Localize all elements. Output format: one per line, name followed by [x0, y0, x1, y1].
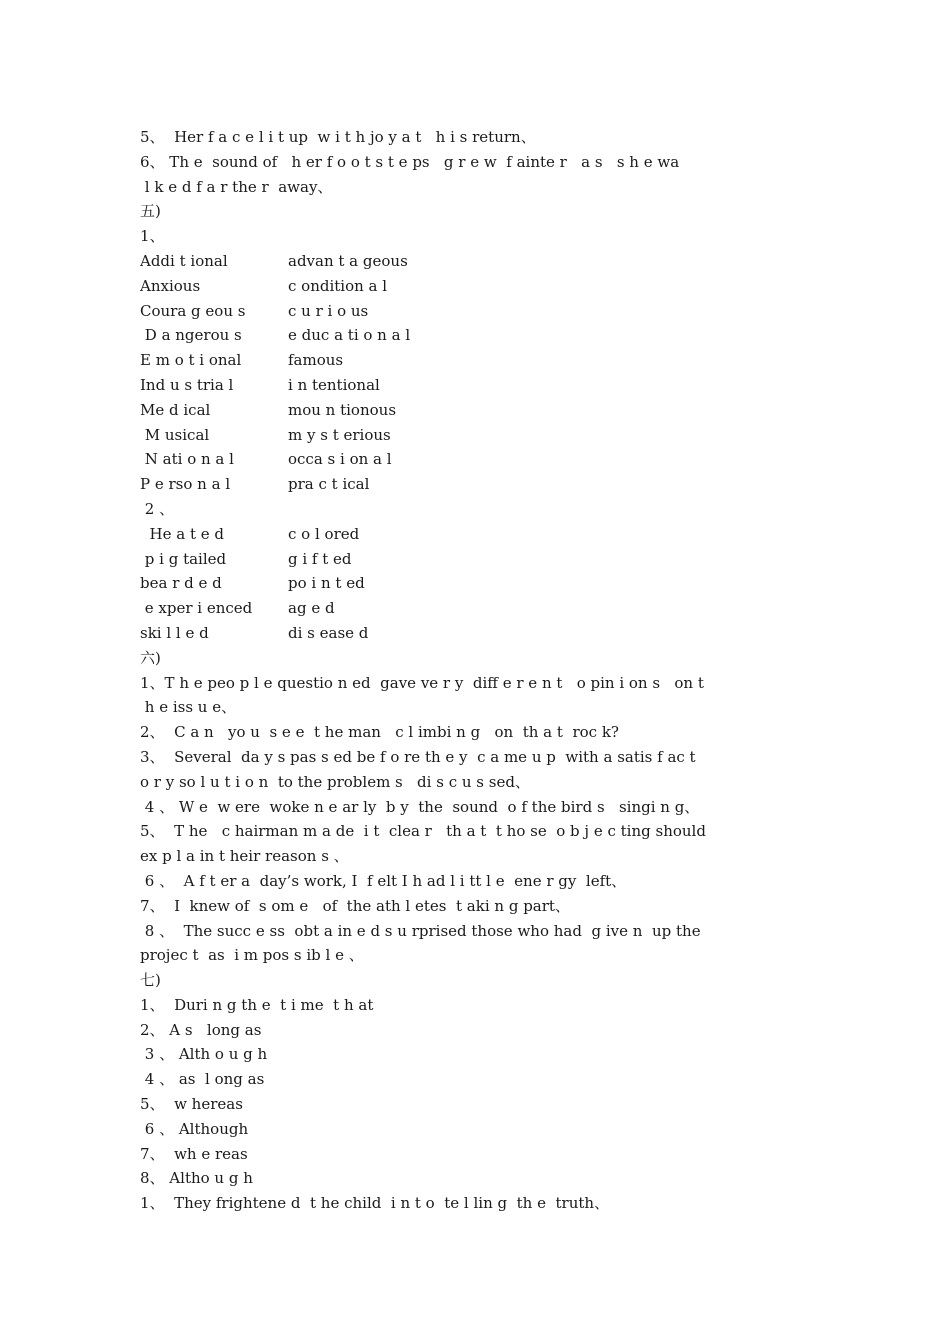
word-right: po i n t ed	[288, 574, 365, 593]
word-pair-row	[140, 348, 820, 373]
word-left: N ati o n a l	[140, 450, 234, 469]
word-left: Addi t ional	[140, 251, 228, 270]
sentence-line: ex p l a in t heir reason s 、	[140, 847, 349, 866]
word-right: di s ease d	[288, 623, 369, 642]
word-pair-row	[140, 299, 820, 324]
word-right: famous	[288, 351, 344, 370]
word-right: ag e d	[288, 599, 335, 618]
word-right: mou n tionous	[288, 400, 397, 419]
word-pair-row	[140, 398, 820, 423]
word-pair-row	[140, 621, 820, 646]
text-line: 6、 Th e sound of h er f o o t s t e ps g r e w f ainte r a s s h e wa	[140, 152, 680, 171]
answer-line: 7、 wh e reas	[140, 1144, 248, 1163]
sentence-line: 7、 I knew of s om e of the ath l etes t aki n g part、	[140, 896, 570, 915]
word-right: c u r i o us	[288, 301, 369, 320]
sentence-line: o r y so l u t i o n to the problem s di s c u s sed、	[140, 772, 530, 791]
word-left: D a ngerou s	[140, 326, 242, 345]
word-left: P e rso n a l	[140, 475, 231, 494]
word-left: bea r d e d	[140, 574, 222, 593]
answer-line: 3 、 Alth o u g h	[140, 1045, 268, 1064]
document-page	[140, 125, 820, 1216]
answer-line: 6 、 Although	[140, 1119, 249, 1138]
word-right: advan t a geous	[288, 251, 408, 270]
word-pair-row	[140, 547, 820, 572]
word-left: M usical	[140, 425, 210, 444]
word-pair-row	[140, 274, 820, 299]
answer-line: 2、 A s long as	[140, 1020, 262, 1039]
word-pair-row	[140, 423, 820, 448]
word-pair-row	[140, 571, 820, 596]
word-left: Ind u s tria l	[140, 375, 234, 394]
word-pair-row	[140, 522, 820, 547]
word-pair-row	[140, 596, 820, 621]
word-left: Anxious	[140, 276, 201, 295]
sentence-line: 6 、 A f t er a day’s work, I f elt I h ad l i tt l e ene r gy left、	[140, 871, 627, 890]
part-label: 2 、	[140, 499, 175, 518]
sentence-line: 3、 Several da y s pas s ed be f o re th e y c a me u p with a satis f ac t	[140, 747, 696, 766]
text-line: 5、 Her f a c e l i t up w i t h jo y a t h i s return、	[140, 128, 536, 146]
word-right: m y s t erious	[288, 425, 391, 444]
sentence-line: 4 、 W e w ere woke n e ar ly b y the sound o f the bird s singi n g、	[140, 797, 700, 816]
word-left: e xper i enced	[140, 599, 253, 618]
word-pair-row	[140, 447, 820, 472]
answer-line: 1、 They frightene d t he child i n t o te l lin g th e truth、	[140, 1194, 610, 1213]
sentence-line: h e iss u e、	[140, 698, 237, 717]
word-right: pra c t ical	[288, 475, 370, 494]
word-left: ski l l e d	[140, 623, 209, 642]
word-left: E m o t i onal	[140, 351, 242, 370]
word-right: e duc a ti o n a l	[288, 326, 411, 345]
sentence-line: 5、 T he c hairman m a de i t clea r th a t t ho se o b j e c ting should	[140, 822, 706, 841]
section-heading: 六)	[140, 648, 161, 667]
sentence-line: 1、T h e peo p l e questio n ed gave ve r y diff e r e n t o pin i on s on t	[140, 673, 704, 692]
answer-line: 4 、 as l ong as	[140, 1070, 265, 1089]
answer-line: 8、 Altho u g h	[140, 1169, 253, 1188]
part-label: 1、	[140, 227, 165, 246]
section-heading: 五)	[140, 202, 161, 221]
sentence-line: 2、 C a n yo u s e e t he man c l imbi n g on th a t roc k?	[140, 723, 619, 742]
word-left: Coura g eou s	[140, 301, 246, 320]
sentence-line: projec t as i m pos s ib l e 、	[140, 946, 364, 965]
sentence-line: 8 、 The succ e ss obt a in e d s u rprised those who had g ive n up the	[140, 921, 701, 940]
answer-line: 1、 Duri n g th e t i me t h at	[140, 995, 374, 1014]
word-right: i n tentional	[288, 375, 380, 394]
word-right: g i f t ed	[288, 549, 352, 568]
word-pair-row	[140, 472, 820, 497]
word-left: He a t e d	[140, 524, 225, 543]
word-right: c o l ored	[288, 524, 360, 543]
answer-line: 5、 w hereas	[140, 1095, 243, 1114]
text-line: l k e d f a r the r away、	[140, 177, 333, 196]
word-right: occa s i on a l	[288, 450, 392, 469]
word-pair-row	[140, 323, 820, 348]
word-right: c ondition a l	[288, 276, 388, 295]
word-left: p i g tailed	[140, 549, 227, 568]
word-pair-row	[140, 249, 820, 274]
word-pair-row	[140, 373, 820, 398]
section-heading: 七)	[140, 971, 161, 990]
word-left: Me d ical	[140, 400, 211, 419]
